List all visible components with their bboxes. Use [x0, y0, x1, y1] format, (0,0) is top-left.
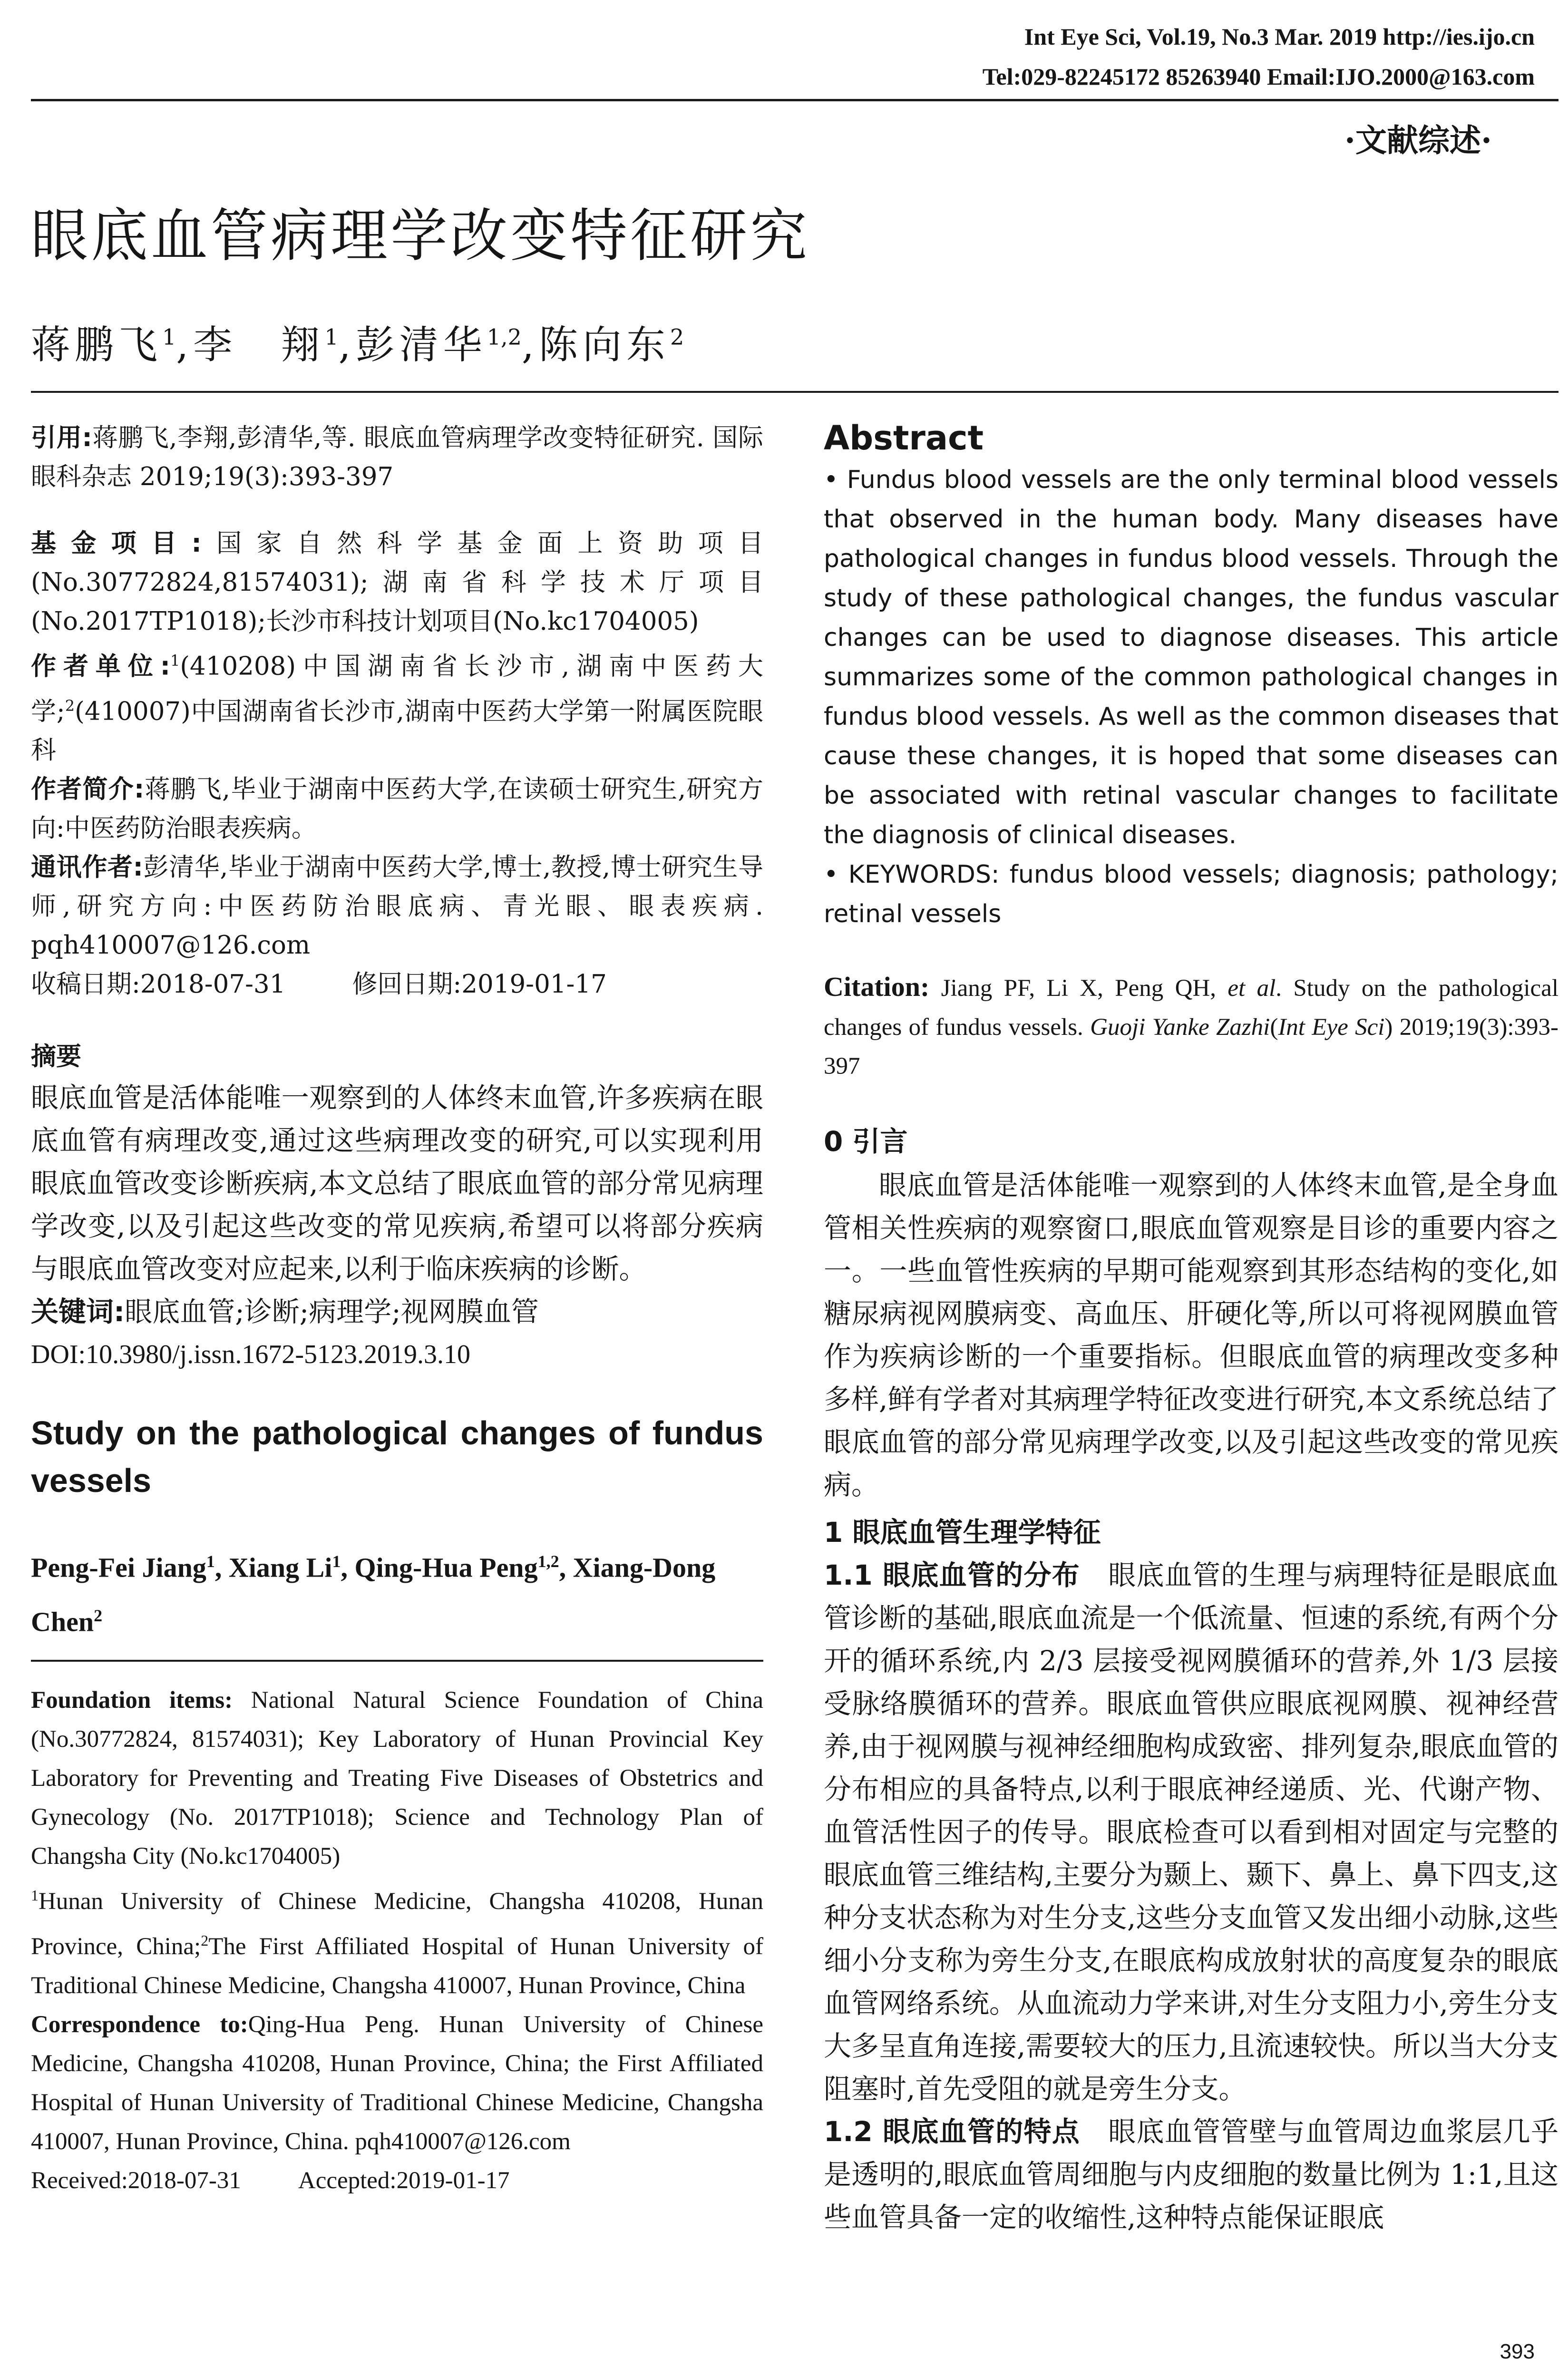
- corresponding-block: [31, 848, 763, 965]
- corresponding-label: 通讯作者:: [31, 853, 143, 882]
- citation-en: [824, 967, 1558, 1086]
- citation-tail: ) 2019;19(3):393-397: [824, 1014, 1558, 1080]
- section-1-2-heading: 1.2 眼底血管的特点: [824, 2115, 1080, 2148]
- author-affiliation-en: 1: [332, 1552, 341, 1571]
- author-affiliation: 1: [162, 324, 176, 350]
- author-name: 蒋鹏飞: [31, 322, 163, 368]
- author-bio-block: [31, 770, 763, 848]
- citation-en-text: Jiang PF, Li X, Peng QH,: [941, 975, 1217, 1002]
- foundation-text: National Natural Science Foundation of China (No.30772824, 81574031); Key Laboratory of Hunan Provincial Key Laboratory for Preventing and Treating Five Diseases of Obstetrics and Gynecology (No. 2017TP1018); Science and Technology Plan of Changsha City (No.kc1704005): [31, 1686, 763, 1870]
- bullet-icon: •: [824, 860, 848, 889]
- keywords-cn-text: 眼底血管;诊断;病理学;视网膜血管: [125, 1296, 539, 1328]
- keywords-en-block: [824, 855, 1558, 934]
- section-1-1-text: 眼底血管的生理与病理特征是眼底血管诊断的基础,眼底血流是一个低流量、恒速的系统,有两个分开的循环系统,内 2/3 层接受视网膜循环的营养,外 1/3 层接受脉络膜循环的营养。眼底血管供应眼底视网膜、视神经营养,由于视网膜与视神经细胞构成致密、排列复杂,眼底血管的分布相应的具备特点,以利于眼底神经递质、光、代谢产物、血管活性因子的传导。眼底检查可以看到相对固定与完整的眼底血管三维结构,主要分为颞上、颞下、鼻上、鼻下四支,这种分支状态称为对生分支,这些分支血管又发出细小动脉,这些细小分支称为旁生分支,在眼底构成放射状的高度复杂的眼底血管网络系统。从血流动力学来讲,对生分支阻力小,旁生分支大多呈直角连接,需要较大的压力,且流速较快。所以当大分支阻塞时,首先受阻的就是旁生分支。: [824, 1559, 1558, 2105]
- author-name: 陈向东: [539, 322, 671, 368]
- correspondence-en: [31, 2005, 763, 2161]
- affiliation-en-1: Hunan University of Chinese Medicine, Changsha 410208, Hunan Province, China;: [31, 1888, 763, 1960]
- author-name: 李 翔: [193, 322, 325, 368]
- fund-text: 国家自然科学基金面上资助项目(No.30772824,81574031);湖南省科学技术厅项目(No.2017TP1018);长沙市科技计划项目(No.kc1704005): [31, 529, 764, 636]
- abstract-en-block: [824, 460, 1558, 855]
- citation-etal: et al: [1227, 975, 1276, 1002]
- authors-cn: 蒋鹏飞$^1$,李 翔$^1$,彭清华$^{1,2}$,陈向东$^2$: [31, 322, 684, 368]
- abstract-cn-heading: 摘要: [31, 1042, 81, 1072]
- author-affiliation-en: 2: [94, 1606, 103, 1625]
- article-title-cn: 眼底血管病理学改变特征研究: [31, 203, 810, 269]
- affiliation-text-1: (410208)中国湖南省长沙市,湖南中医药大学;: [31, 652, 763, 726]
- author-affiliation-en: 1: [206, 1552, 215, 1571]
- citation-cn: [31, 419, 763, 497]
- section-1-heading: 1 眼底血管生理学特征: [824, 1516, 1101, 1549]
- page-number: 393: [1500, 2340, 1535, 2363]
- section-1-1-heading: 1.1 眼底血管的分布: [824, 1559, 1080, 1591]
- dates-cn: [31, 965, 763, 1004]
- section-0-text: 眼底血管是活体能唯一观察到的人体终末血管,是全身血管相关性疾病的观察窗口,眼底血管观察是目诊的重要内容之一。一些血管性疾病的早期可能观察到其形态结构的变化,如糖尿病视网膜病变、高血压、肝硬化等,所以可将视网膜血管作为疾病诊断的一个重要指标。但眼底血管的病理改变多种多样,鲜有学者对其病理学特征改变进行研究,本文系统总结了眼底血管的部分常见病理学改变,以及引起这些改变的常见疾病。: [824, 1169, 1558, 1501]
- accepted-en: Accepted:2019-01-17: [298, 2167, 510, 2194]
- section-0-heading: 0 引言: [824, 1125, 908, 1158]
- received-date: 收稿日期:2018-07-31: [31, 970, 286, 999]
- correspondence-label: Correspondence to:: [31, 2011, 248, 2038]
- author-name-en: Qing-Hua Peng: [354, 1552, 538, 1583]
- citation-en-label: Citation:: [824, 971, 930, 1002]
- left-column: [31, 419, 763, 2200]
- affiliation-label: 作者单位:: [31, 652, 170, 681]
- article-title-en: Study on the pathological changes of fundus vessels: [31, 1414, 763, 1500]
- right-column: [824, 419, 1558, 2239]
- dates-en: [31, 2161, 763, 2200]
- correspondence-text: Qing-Hua Peng. Hunan University of Chinese Medicine, Changsha 410208, Hunan Province, China; the First Affiliated Hospital of Hunan University of Traditional Chinese Medicine, Changsha 410007, Hunan Province, China. pqh410007@126.com: [31, 2011, 764, 2155]
- section-1-2-block: [824, 2110, 1558, 2239]
- author-bio-text: 蒋鹏飞,毕业于湖南中医药大学,在读硕士研究生,研究方向:中医药防治眼表疾病。: [31, 775, 763, 843]
- bullet-icon: •: [824, 466, 847, 494]
- author-bio-label: 作者简介:: [31, 775, 145, 804]
- affiliation-block: 作者单位:$^1$(410208)中国湖南省长沙市,湖南中医药大学;$^2$(410007)中国湖南省长沙市,湖南中医药大学第一附属医院眼科: [31, 652, 764, 765]
- foundation-en: [31, 1681, 763, 1876]
- contact-info-line: Tel:029-82245172 85263940 Email:IJO.2000@163.com: [982, 63, 1535, 90]
- citation-journal: Guoji Yanke Zazhi: [1090, 1014, 1270, 1041]
- author-affiliation: 1: [324, 324, 339, 350]
- revised-date: 修回日期:2019-01-17: [352, 970, 607, 999]
- abstract-cn-text: 眼底血管是活体能唯一观察到的人体终末血管,许多疾病在眼底血管有病理改变,通过这些病理改变的研究,可以实现利用眼底血管改变诊断疾病,本文总结了眼底血管的部分常见病理学改变,以及引起这些改变的常见疾病,希望可以将部分疾病与眼底血管改变对应起来,以利于临床疾病的诊断。: [31, 1081, 763, 1286]
- header-rule: [31, 99, 1558, 101]
- citation-text: 蒋鹏飞,李翔,彭清华,等. 眼底血管病理学改变特征研究. 国际眼科杂志 2019;19(3):393-397: [31, 423, 763, 491]
- abstract-cn-block: [31, 1037, 763, 1290]
- corresponding-text: 彭清华,毕业于湖南中医药大学,博士,教授,博士研究生导师,研究方向:中医药防治眼底病、青光眼、眼表疾病. pqh410007@126.com: [31, 853, 763, 960]
- affiliations-en: $^1$Hunan University of Chinese Medicine, Changsha 410208, Hunan Province, China;$^2$The First Affiliated Hospital of Hunan University of Traditional Chinese Medicine, Changsha 410007, Hunan Province, China: [31, 1886, 763, 1999]
- keywords-cn-label: 关键词:: [31, 1296, 125, 1328]
- section-1-1-block: [824, 1554, 1558, 2110]
- keywords-cn: [31, 1290, 763, 1333]
- title-rule: [31, 391, 1558, 393]
- citation-en-text-2: . Study on the pathological changes of fundus vessels.: [824, 975, 1558, 1041]
- affiliation-text-2: (410007)中国湖南省长沙市,湖南中医药大学第一附属医院眼科: [31, 697, 764, 765]
- column-name: ·文献综述·: [1344, 122, 1492, 159]
- fund-label: 基金项目:: [31, 529, 202, 558]
- keywords-en-text: fundus blood vessels; diagnosis; pathology; retinal vessels: [824, 860, 1558, 928]
- author-name: 彭清华: [355, 322, 487, 368]
- journal-info-line: Int Eye Sci, Vol.19, No.3 Mar. 2019 http://ies.ijo.cn: [1024, 23, 1535, 50]
- en-section-rule: [31, 1660, 763, 1662]
- author-affiliation: 1,2: [487, 324, 522, 350]
- author-name-en: Peng-Fei Jiang: [31, 1552, 206, 1583]
- abstract-en-text: Fundus blood vessels are the only terminal blood vessels that observed in the human body. Many diseases have pathological changes in fundus blood vessels. Through the study of these pathological changes, the fundus vascular changes can be used to diagnose diseases. This article summarizes some of the common pathological changes in fundus blood vessels. As well as the common diseases that cause these changes, it is hoped that some diseases can be associated with retinal vascular changes to facilitate the diagnosis of clinical diseases.: [824, 466, 1558, 849]
- citation-journal-en: Int Eye Sci: [1278, 1014, 1385, 1041]
- citation-label: 引用:: [31, 423, 92, 452]
- author-affiliation-en: 1,2: [537, 1552, 559, 1571]
- author-affiliation: 2: [670, 324, 684, 350]
- received-en: Received:2018-07-31: [31, 2167, 241, 2194]
- affiliation-en-2: The First Affiliated Hospital of Hunan University of Traditional Chinese Medicine, Changsha 410007, Hunan Province, China: [31, 1933, 763, 1999]
- section-1-2-text: 眼底血管管壁与血管周边血浆层几乎是透明的,眼底血管周细胞与内皮细胞的数量比例为 1:1,且这些血管具备一定的收缩性,这种特点能保证眼底: [824, 2115, 1558, 2233]
- fund-block: [31, 524, 763, 641]
- citation-paren: (: [1270, 1014, 1278, 1041]
- author-name-en: Xiang-Dong Chen: [31, 1552, 716, 1637]
- doi: DOI:10.3980/j.issn.1672-5123.2019.3.10: [31, 1340, 470, 1370]
- abstract-en-heading: Abstract: [824, 419, 984, 458]
- author-name-en: Xiang Li: [228, 1552, 332, 1583]
- authors-en: Peng-Fei Jiang$^1$, Xiang Li$^1$, Qing-Hua Peng$^{1,2}$, Xiang-Dong Chen$^2$: [31, 1552, 716, 1637]
- foundation-label: Foundation items:: [31, 1686, 233, 1714]
- keywords-en-label: KEYWORDS:: [848, 860, 1000, 889]
